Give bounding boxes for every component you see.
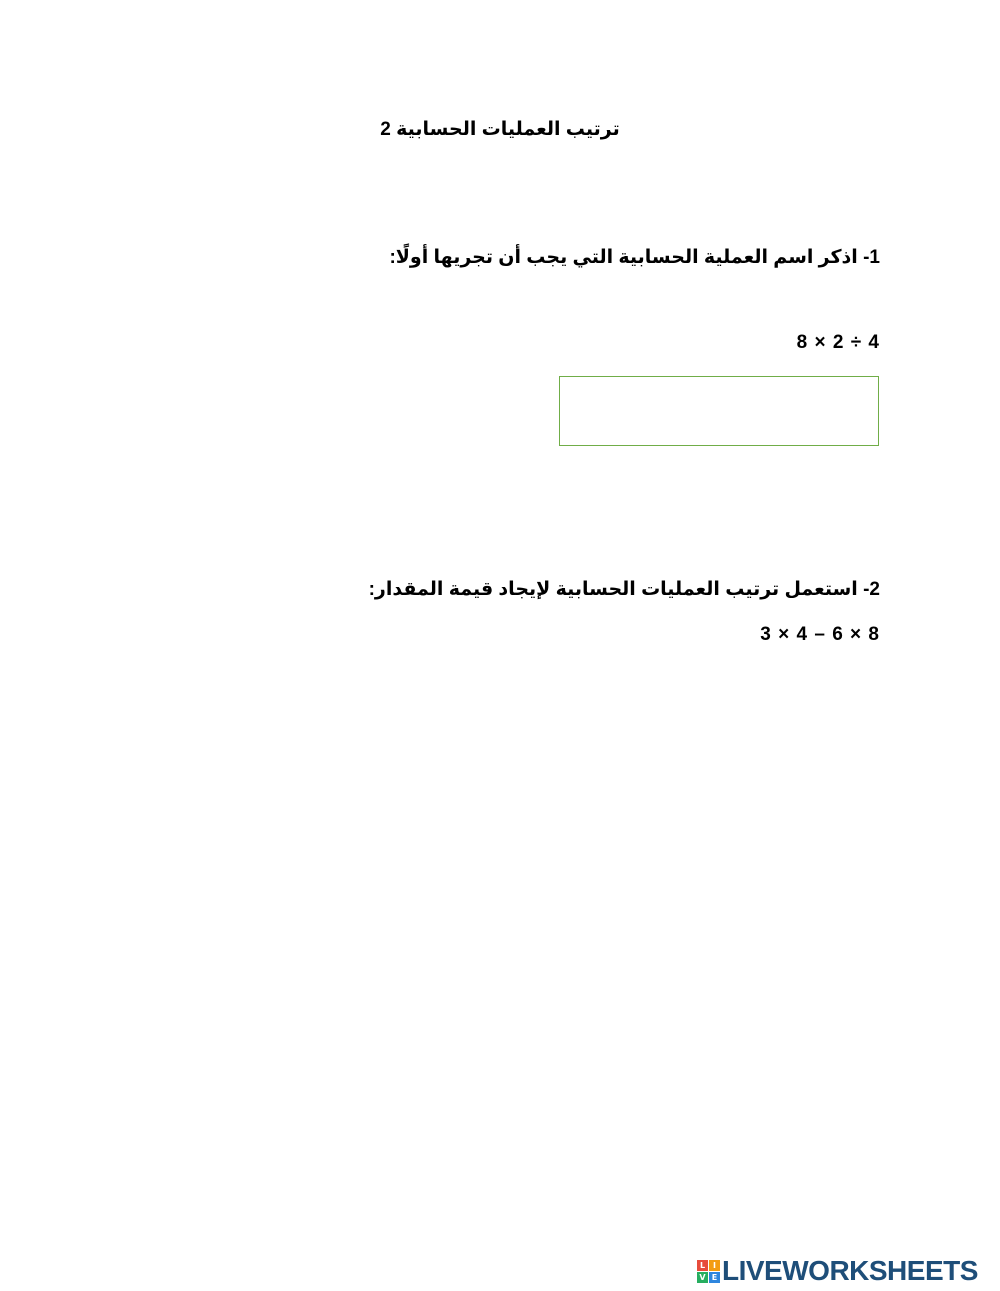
- liveworksheets-logo: [697, 1256, 978, 1286]
- logo-block-e: E: [709, 1272, 720, 1283]
- question-2-prompt: 2- استعمل ترتيب العمليات الحسابية لإيجاد قيمة المقدار:: [368, 579, 880, 600]
- logo-text: LIVEWORKSHEETS: [722, 1255, 978, 1286]
- logo-block-l: L: [697, 1260, 708, 1271]
- question-1-prompt: 1- اذكر اسم العملية الحسابية التي يجب أن تجريها أولًا:: [389, 247, 880, 268]
- question-1-expression: 8 × 2 ÷ 4: [796, 332, 880, 353]
- question-1-answer-box[interactable]: [559, 376, 879, 446]
- logo-block-v: V: [697, 1272, 708, 1283]
- question-2-expression: 3 × 4 – 6 × 8: [760, 624, 880, 645]
- worksheet-title: ترتيب العمليات الحسابية 2: [380, 119, 620, 140]
- logo-block-i: I: [709, 1260, 720, 1271]
- logo-blocks-icon: [697, 1260, 720, 1283]
